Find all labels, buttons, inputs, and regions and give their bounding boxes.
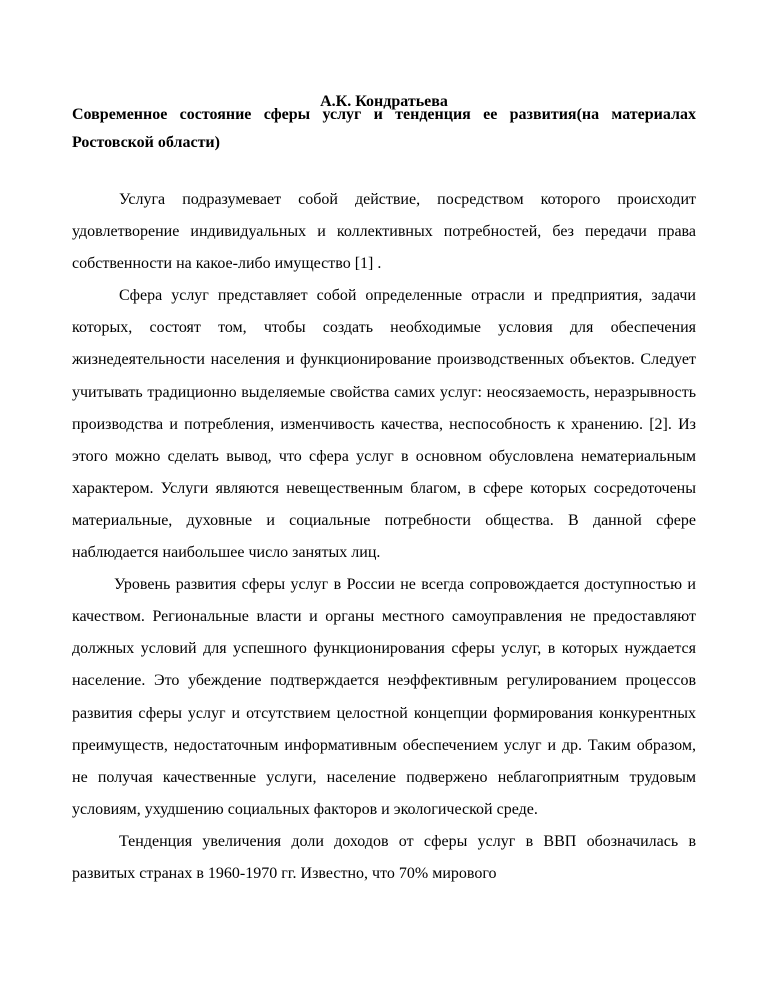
paragraph-3: Уровень развития сферы услуг в России не всегда сопровождается доступностью и качеством. Региональные власти и органы местного самоуправления не предоставляют должных условий для успешного функционирования сферы услуг, в которых нуждается население. Это убеждение подтверждается неэффективным регулированием процессов развития сферы услуг и отсутствием целостной концепции формирования конкурентных преимуществ, недостаточным информативным обеспечением услуг и др. Таким образом, не получая качественные услуги, население подвержено неблагоприятным трудовым условиям, ухудшению социальных факторов и экологической среде.	[72, 576, 696, 818]
author-name: А.К. Кондратьева	[320, 93, 448, 110]
paragraph-1: Услуга подразумевает собой действие, посредством которого происходит удовлетворение индивидуальных и коллективных потребностей, без передачи права собственности на какое-либо имущество [1] .	[72, 191, 696, 273]
paragraph-4: Тенденция увеличения доли доходов от сферы услуг в ВВП обозначилась в развитых странах в 1960-1970 гг. Известно, что 70% мирового	[72, 832, 696, 882]
article-body	[72, 184, 696, 890]
paragraph-2: Сфера услуг представляет собой определенные отрасли и предприятия, задачи которых, состоят том, чтобы создать необходимые условия для обеспечения жизнедеятельности населения и функционирование производственных объектов. Следует учитывать традиционно выделяемые свойства самих услуг: неосязаемость, неразрывность производства и потребления, изменчивость качества, неспособность к хранению. [2]. Из этого можно сделать вывод, что сфера услуг в основном обусловлена нематериальным характером. Услуги являются невещественным благом, в сфере которых сосредоточены материальные, духовные и социальные потребности общества. В данной сфере наблюдается наибольшее число занятых лиц.	[72, 287, 696, 562]
article-title: Современное состояние сферы услуг и тенденция ее развития(на материалах Ростовской области)	[72, 106, 696, 151]
